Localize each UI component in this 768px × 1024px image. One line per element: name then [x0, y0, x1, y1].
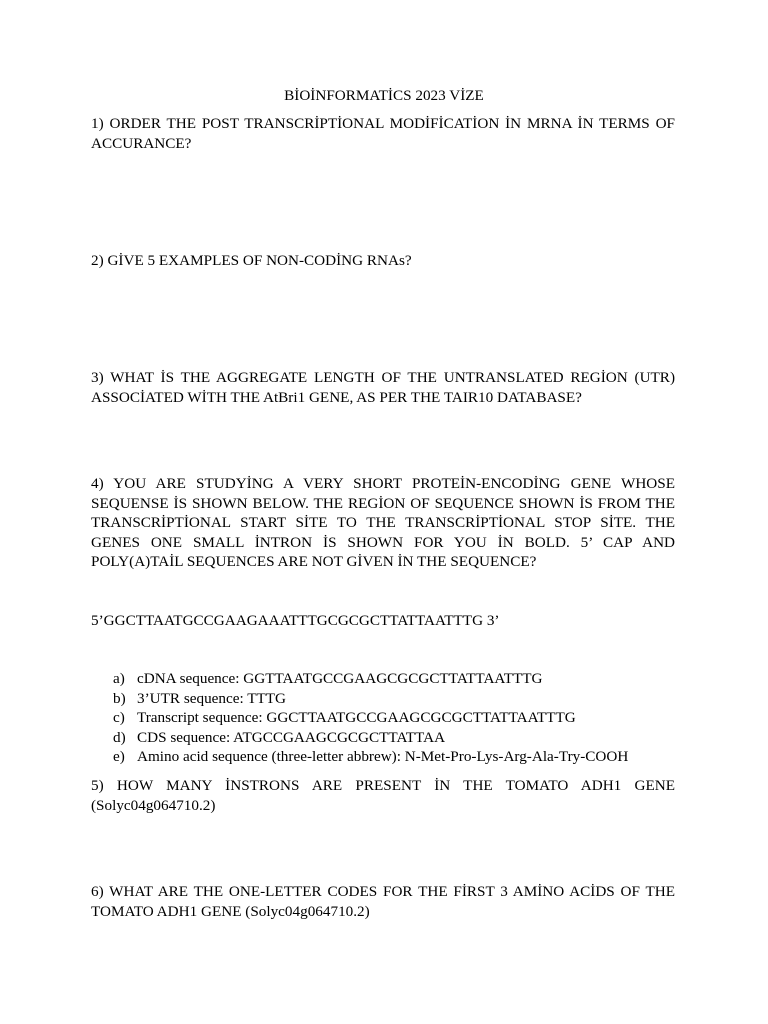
question-4-sequence: 5’GGCTTAATGCCGAAGAAATTTGCGCGCTTATTAATTTG 3’	[91, 612, 500, 629]
option-label: d)	[113, 728, 126, 746]
option-item	[113, 689, 628, 709]
option-text: 3’UTR sequence: TTTG	[137, 689, 287, 707]
option-label: b)	[113, 689, 126, 707]
question-4-options	[113, 669, 628, 767]
option-item	[113, 669, 628, 689]
option-text: Transcript sequence: GGCTTAATGCCGAAGCGCGCTTATTAATTTG	[137, 709, 576, 727]
option-text: CDS sequence: ATGCCGAAGCGCGCTTATTAA	[137, 728, 446, 746]
option-item	[113, 708, 628, 728]
question-1: 1) ORDER THE POST TRANSCRİPTİONAL MODİFİCATİON İN MRNA İN TERMS OF ACCURANCE?	[91, 115, 675, 152]
option-label: c)	[113, 709, 125, 727]
option-item	[113, 747, 628, 767]
option-text: cDNA sequence: GGTTAATGCCGAAGCGCGCTTATTAATTTG	[137, 670, 543, 687]
option-text: Amino acid sequence (three-letter abbrew): N-Met-Pro-Lys-Arg-Ala-Try-COOH	[137, 748, 629, 766]
option-label: e)	[113, 748, 125, 766]
question-2: 2) GİVE 5 EXAMPLES OF NON-CODİNG RNAs?	[91, 252, 412, 269]
question-6: 6) WHAT ARE THE ONE-LETTER CODES FOR THE FİRST 3 AMİNO ACİDS OF THE TOMATO ADH1 GENE (Solyc04g064710.2)	[91, 883, 675, 920]
question-4: 4) YOU ARE STUDYİNG A VERY SHORT PROTEİN-ENCODİNG GENE WHOSE SEQUENSE İS SHOWN BELOW. THE REGİON OF SEQUENCE SHOWN İS FROM THE TRANSCRİPTİONAL START SİTE TO THE TRANSCRİPTİONAL STOP SİTE. THE GENES ONE SMALL İNTRON İS SHOWN FOR YOU İN BOLD. 5’ CAP AND POLY(A)TAİL SEQUENCES ARE NOT GİVEN İN THE SEQUENCE?	[91, 475, 675, 571]
option-item	[113, 728, 628, 748]
option-label: a)	[113, 670, 125, 687]
document-title: BİOİNFORMATİCS 2023 VİZE	[284, 87, 484, 104]
question-3: 3) WHAT İS THE AGGREGATE LENGTH OF THE UNTRANSLATED REGİON (UTR) ASSOCİATED WİTH THE AtBri1 GENE, AS PER THE TAIR10 DATABASE?	[91, 369, 675, 406]
question-5: 5) HOW MANY İNSTRONS ARE PRESENT İN THE TOMATO ADH1 GENE (Solyc04g064710.2)	[91, 777, 675, 814]
